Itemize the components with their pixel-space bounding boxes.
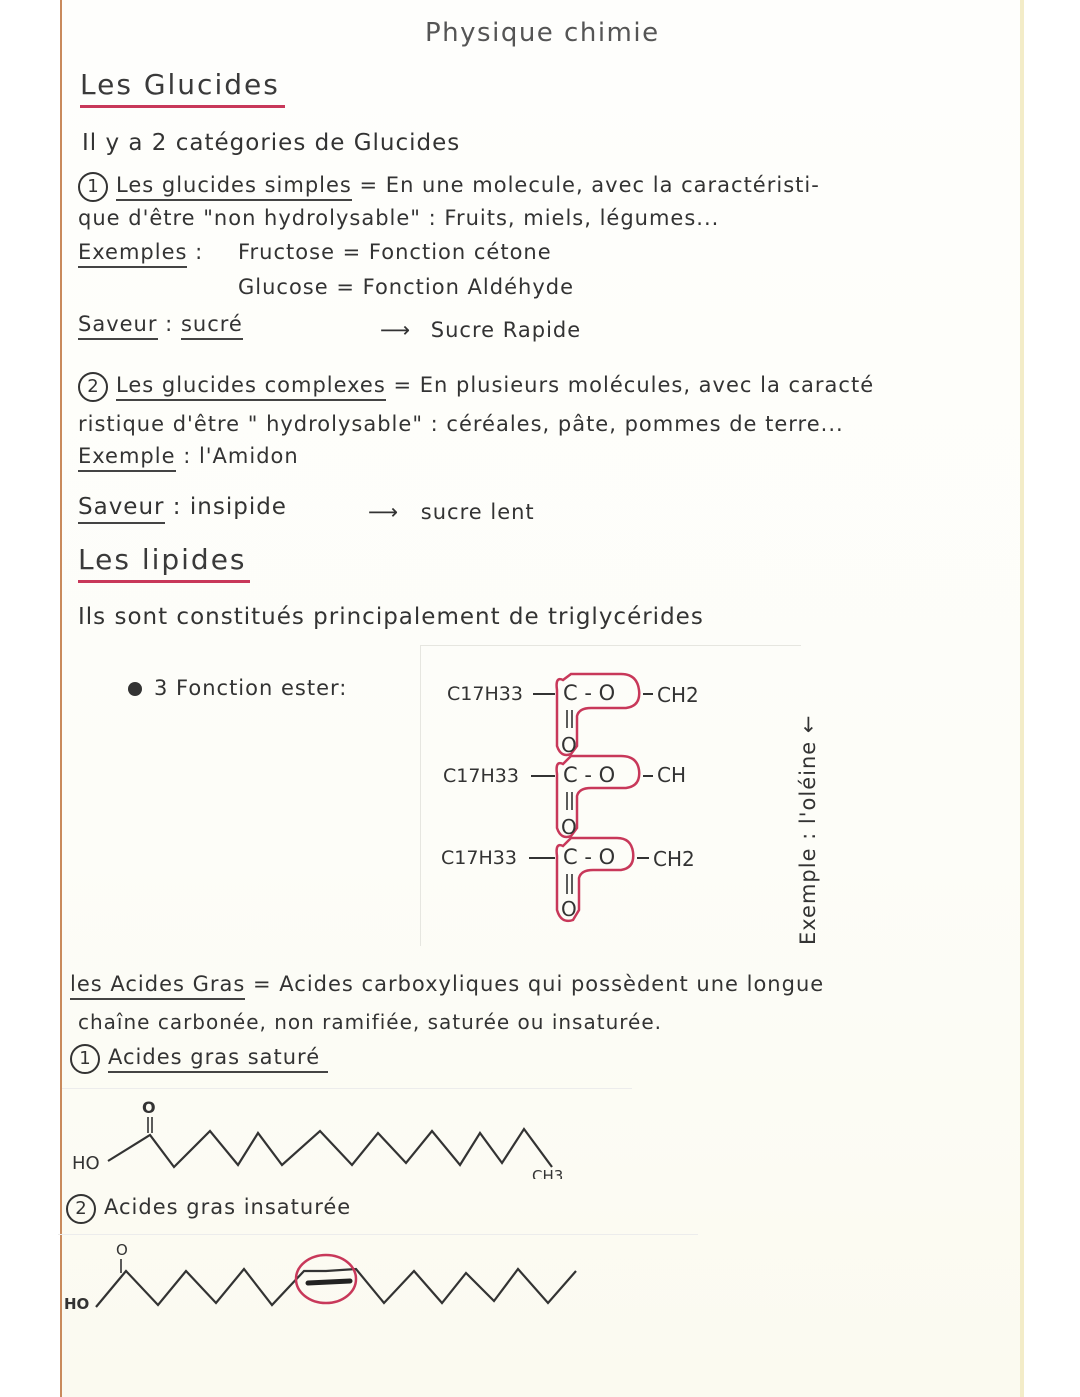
glucides-complexes-line1 <box>78 372 874 402</box>
end-3: CH2 <box>653 847 695 871</box>
chain-1: C17H33 <box>447 683 523 705</box>
sature-heading <box>70 1044 328 1074</box>
colon: : <box>164 494 190 520</box>
ester-group-2: C - O <box>563 763 616 787</box>
sucre-rapide: Sucre Rapide <box>430 318 582 342</box>
example-amidon-row <box>78 444 299 468</box>
saturated-fatty-acid-diagram <box>62 1088 632 1179</box>
colon: : <box>157 312 181 336</box>
colon: : <box>175 444 199 468</box>
number-1-badge: 1 <box>70 1044 100 1074</box>
arrow-icon: ⟶ <box>368 500 400 524</box>
number-2-badge: 2 <box>66 1194 96 1224</box>
insature-label: Acides gras insaturée <box>104 1195 352 1219</box>
triglyceride-structure-svg <box>421 646 801 946</box>
insature-heading <box>66 1194 351 1224</box>
ho-label: HO <box>64 1295 90 1313</box>
glucides-complexes-def2: ristique d'être " hydrolysable" : céréales, pâte, pommes de terre... <box>78 412 844 436</box>
chain-3: C17H33 <box>441 847 517 869</box>
acides-gras-line1 <box>70 972 824 996</box>
lipides-intro: Ils sont constitués principalement de triglycérides <box>78 604 704 630</box>
glucides-simples-line1 <box>78 172 820 202</box>
unsaturated-chain-svg <box>58 1235 698 1325</box>
example-glucose: Glucose = Fonction Aldéhyde <box>238 275 574 299</box>
saveur-simple-row <box>78 312 243 336</box>
chain-2: C17H33 <box>443 765 519 787</box>
example-label: Exemple <box>78 444 176 472</box>
number-2-badge: 2 <box>78 372 108 402</box>
unsaturated-fatty-acid-diagram <box>58 1234 698 1325</box>
ester-label: 3 Fonction ester: <box>154 676 348 700</box>
glucides-simples-label: Les glucides simples <box>116 173 352 201</box>
ester-group-1: C - O <box>563 681 616 705</box>
examples-row <box>78 240 203 264</box>
carbonyl-o-2: O <box>561 815 577 839</box>
glucides-simples-def2: que d'être "non hydrolysable" : Fruits, miels, légumes... <box>78 206 720 230</box>
sucre-lent-row <box>368 500 535 524</box>
saturated-chain-svg <box>62 1089 632 1179</box>
sucre-rapide-row <box>380 318 581 342</box>
glucides-complexes-label: Les glucides complexes <box>116 373 386 401</box>
end-2: CH <box>657 763 687 787</box>
acides-gras-def1: = Acides carboxyliques qui possèdent une longue <box>245 972 825 996</box>
carbonyl-o: O <box>116 1241 128 1259</box>
arrow-icon: ⟶ <box>380 318 412 342</box>
saveur-value: insipide <box>189 494 287 520</box>
saveur-label: Saveur <box>78 312 158 340</box>
glucides-complexes-def1: = En plusieurs molécules, avec la caracté <box>385 373 875 397</box>
ester-bullet-row <box>128 676 347 700</box>
saveur-label: Saveur <box>78 494 165 524</box>
glucides-simples-def1: = En une molecule, avec la caractéristi- <box>351 173 820 197</box>
sature-label: Acides gras saturé <box>108 1045 328 1073</box>
carbonyl-o: O <box>142 1098 156 1117</box>
end-1: CH2 <box>657 683 699 707</box>
example-amidon: l'Amidon <box>198 444 299 468</box>
ch3-label: CH3 <box>532 1167 564 1179</box>
number-1-badge: 1 <box>78 172 108 202</box>
saveur-complexe-row <box>78 494 287 520</box>
bullet-icon <box>128 682 142 696</box>
page-edge <box>1020 0 1024 1397</box>
carbonyl-o-1: O <box>561 733 577 757</box>
carbonyl-o-3: O <box>561 897 577 921</box>
heading-glucides: Les Glucides <box>80 68 285 108</box>
examples-label: Exemples <box>78 240 187 268</box>
heading-lipides: Les lipides <box>78 543 250 583</box>
glucides-intro: Il y a 2 catégories de Glucides <box>82 130 461 156</box>
margin-line <box>60 0 62 1397</box>
examples-colon: : <box>187 240 204 264</box>
sucre-lent: sucre lent <box>420 500 535 524</box>
acides-gras-def2: chaîne carbonée, non ramifiée, saturée ou insaturée. <box>78 1010 663 1034</box>
saveur-value: sucré <box>181 312 243 340</box>
triglyceride-diagram <box>420 645 801 946</box>
ho-label: HO <box>72 1153 100 1174</box>
acides-gras-label: les Acides Gras <box>70 972 245 1000</box>
example-fructose: Fructose = Fonction cétone <box>238 240 552 264</box>
oleine-example-note: Exemple : l'oléine ← <box>796 714 820 945</box>
ester-group-3: C - O <box>563 845 616 869</box>
page-title: Physique chimie <box>425 18 660 48</box>
